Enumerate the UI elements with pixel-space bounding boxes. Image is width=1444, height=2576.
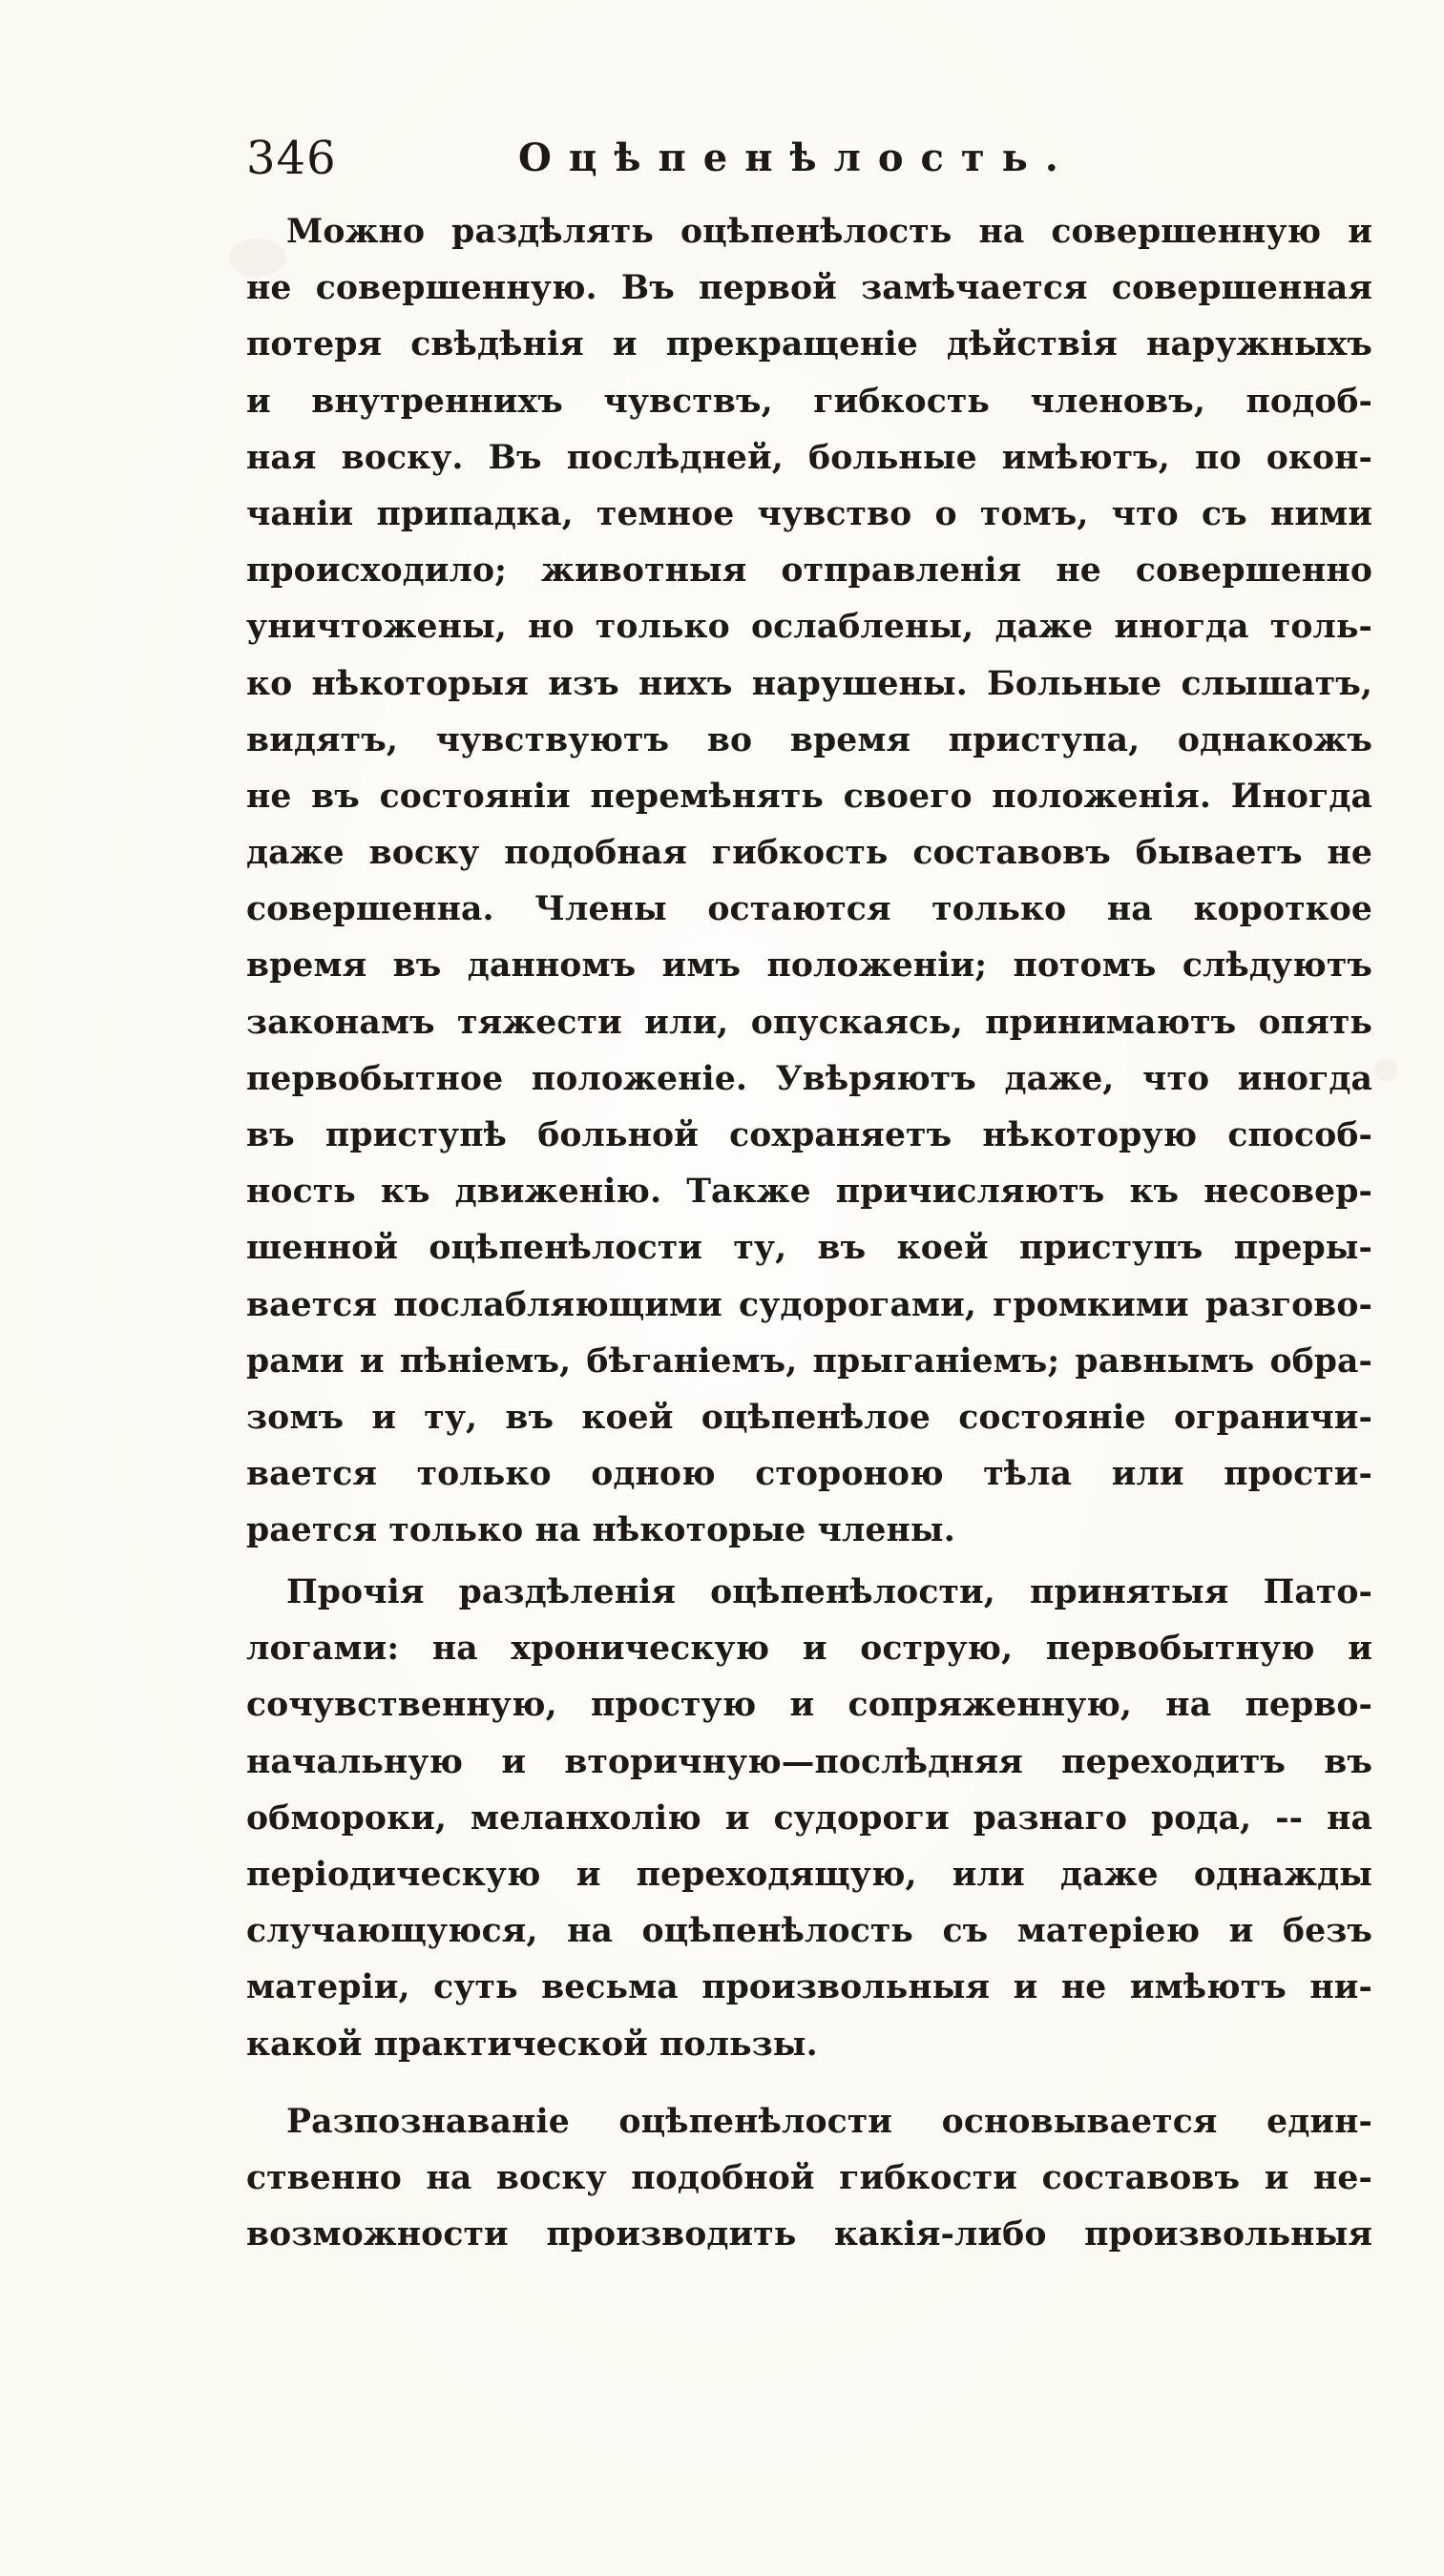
text-line: ко нѣкоторыя изъ нихъ нарушены. Больные слышатъ, xyxy=(246,664,1372,703)
text-line: какой практической пользы. xyxy=(246,2025,818,2064)
text-line: шенной оцѣпенѣлости ту, въ коей приступъ преры- xyxy=(246,1229,1372,1268)
paper-stain xyxy=(1374,1059,1397,1082)
text-line: совершенна. Члены остаются только на короткое xyxy=(246,890,1372,929)
page-header xyxy=(246,130,1105,197)
text-line: даже воску подобная гибкость составовъ бываетъ не xyxy=(246,834,1372,873)
text-line: ная воску. Въ послѣдней, больные имѣютъ, по окон- xyxy=(246,438,1372,477)
text-line: Можно раздѣлять оцѣпенѣлость на совершенную и xyxy=(286,213,1372,251)
text-line: періодическую и переходящую, или даже однажды xyxy=(246,1855,1372,1894)
text-line: не совершенную. Въ первой замѣчается совершенная xyxy=(246,269,1372,308)
text-line: обмороки, меланхолію и судороги разнаго рода, -- на xyxy=(246,1798,1372,1838)
text-line: происходило; животныя отправленія не совершенно xyxy=(246,551,1372,591)
text-line: законамъ тяжести или, опускаясь, принимаютъ опять xyxy=(246,1003,1372,1042)
text-line: зомъ и ту, въ коей оцѣпенѣлое состояніе ограничи- xyxy=(246,1398,1372,1437)
text-line: время въ данномъ имъ положеніи; потомъ слѣдуютъ xyxy=(246,946,1372,986)
text-line: рается только на нѣкоторые члены. xyxy=(246,1511,955,1550)
paragraph-2 xyxy=(246,1565,1372,2073)
text-line: возможности производить какія-либо произвольныя xyxy=(246,2215,1372,2254)
text-line: потеря свѣдѣнія и прекращеніе дѣйствія наружныхъ xyxy=(246,325,1372,364)
page-number: 346 xyxy=(246,132,337,185)
text-line: начальную и вторичную—послѣдняя переходитъ въ xyxy=(246,1742,1372,1781)
text-line: ность къ движенію. Также причисляютъ къ несовер- xyxy=(246,1173,1372,1212)
text-line: рами и пѣніемъ, бѣганіемъ, прыганіемъ; равнымъ обра- xyxy=(246,1341,1372,1381)
text-line: матеріи, суть весьма произвольныя и не имѣютъ ни- xyxy=(246,1968,1372,2007)
text-line: не въ состояніи перемѣнять своего положенія. Иногда xyxy=(246,777,1372,816)
text-line: и внутреннихъ чувствъ, гибкость членовъ, подоб- xyxy=(246,382,1372,421)
text-line: вается послабляющими судорогами, громкими разгово- xyxy=(246,1285,1372,1324)
text-line: уничтожены, но только ослаблены, даже иногда толь- xyxy=(246,608,1372,647)
running-title: Оцѣпенѣлость. xyxy=(518,135,1076,180)
text-line: случающуюся, на оцѣпенѣлость съ матеріею и безъ xyxy=(246,1912,1372,1951)
text-line: сочувственную, простую и сопряженную, на перво- xyxy=(246,1686,1372,1725)
text-line: первобытное положеніе. Увѣряютъ даже, что иногда xyxy=(246,1059,1372,1098)
text-line: видятъ, чувствуютъ во время приступа, однакожъ xyxy=(246,720,1372,759)
paragraph-3 xyxy=(246,2094,1372,2264)
text-line: логами: на хроническую и острую, первобытную и xyxy=(246,1630,1372,1669)
paragraph-1 xyxy=(246,204,1372,1560)
text-line: чаніи припадка, темное чувство о томъ, что съ ними xyxy=(246,494,1372,533)
text-line: ственно на воску подобной гибкости составовъ и не- xyxy=(246,2159,1372,2198)
text-line: Прочія раздѣленія оцѣпенѣлости, принятыя Пато- xyxy=(286,1573,1372,1611)
text-line: вается только одною стороною тѣла или прости- xyxy=(246,1455,1372,1494)
text-line: Разпознаваніе оцѣпенѣлости основывается един- xyxy=(286,2103,1372,2141)
text-line: въ приступѣ больной сохраняетъ нѣкоторую способ- xyxy=(246,1116,1372,1154)
